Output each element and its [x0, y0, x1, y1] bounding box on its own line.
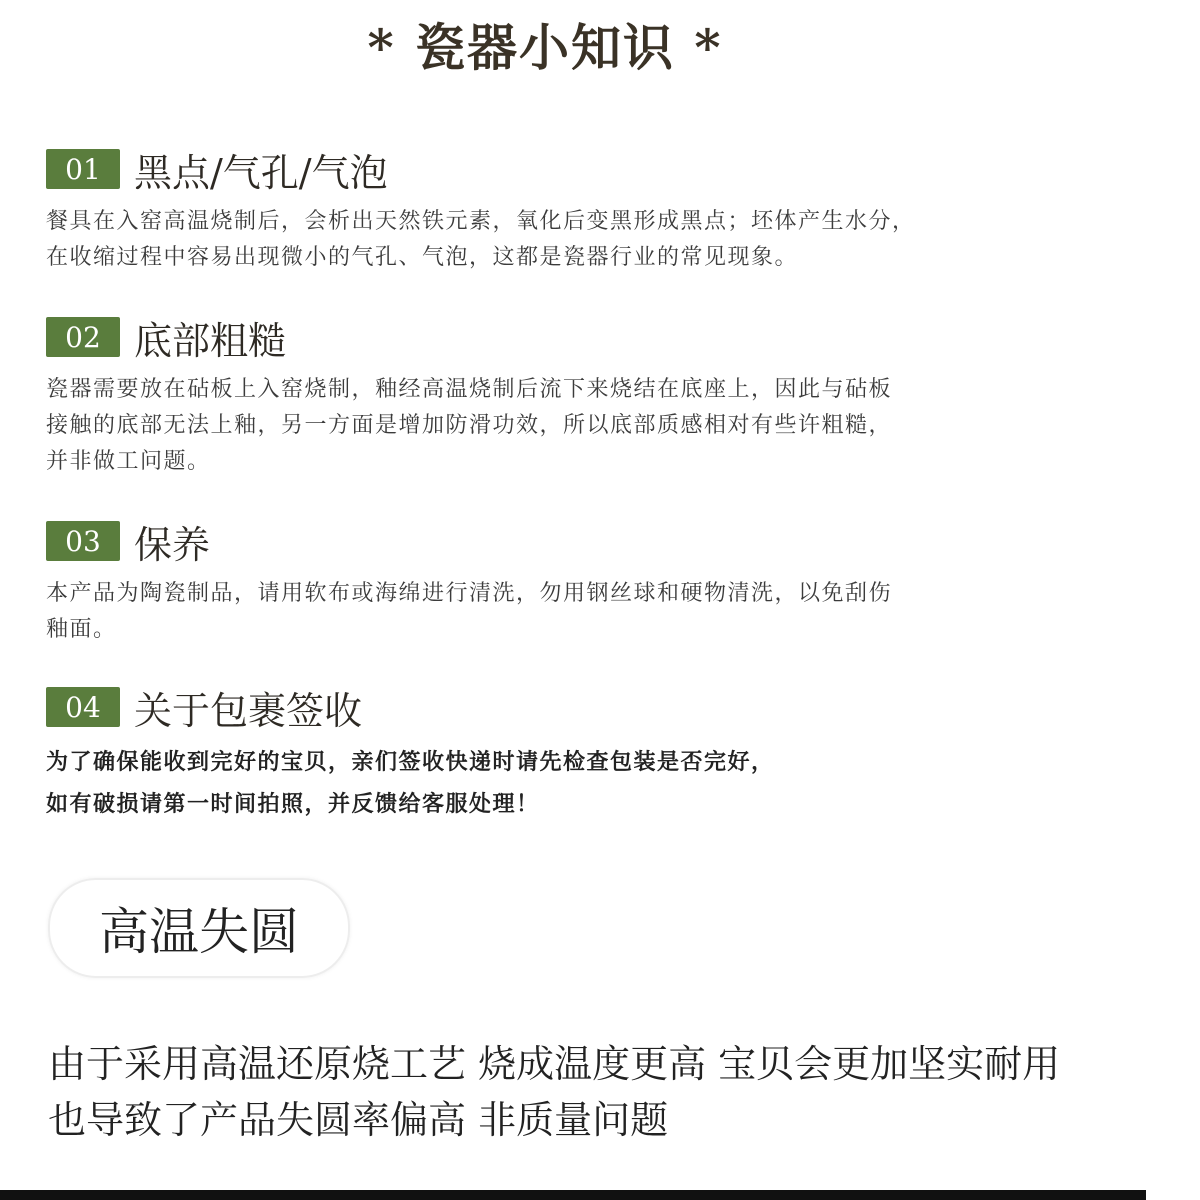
section-number-badge: 03: [46, 521, 120, 561]
body-line: 并非做工问题。: [46, 449, 211, 474]
body-line: 釉面。: [46, 617, 117, 642]
page-title: * 瓷器小知识 *: [367, 18, 723, 77]
body-line: 本产品为陶瓷制品，请用软布或海绵进行清洗，勿用钢丝球和硬物清洗，以免刮伤: [46, 581, 893, 606]
section-black-spots: [46, 142, 1086, 276]
section-maintenance: [46, 514, 1086, 648]
note-line: 由于采用高温还原烧工艺 烧成温度更高 宝贝会更加坚实耐用: [48, 1042, 1061, 1086]
section-number-badge: 01: [46, 149, 120, 189]
body-line: 餐具在入窑高温烧制后，会析出天然铁元素，氧化后变黑形成黑点；坯体产生水分，: [46, 209, 916, 234]
section-number-badge: 04: [46, 687, 120, 727]
section-rough-bottom: [46, 310, 1086, 480]
section-body: [46, 742, 1086, 826]
bottom-divider: [0, 1190, 1146, 1200]
section-body: [46, 204, 1086, 276]
section-number-badge: 02: [46, 317, 120, 357]
body-line: 在收缩过程中容易出现微小的气孔、气泡，这都是瓷器行业的常见现象。: [46, 245, 799, 270]
section-header: [46, 514, 1086, 568]
body-line: 接触的底部无法上釉，另一方面是增加防滑功效，所以底部质感相对有些许粗糙，: [46, 413, 893, 438]
section-header: [46, 680, 1086, 734]
section-title: 关于包裹签收: [134, 688, 363, 733]
body-line: 如有破损请第一时间拍照，并反馈给客服处理！: [46, 792, 540, 817]
section-body: [46, 576, 1086, 648]
body-line: 瓷器需要放在砧板上入窑烧制，釉经高温烧制后流下来烧结在底座上，因此与砧板: [46, 377, 893, 402]
section-title: 底部粗糙: [134, 318, 287, 363]
section-body: [46, 372, 1086, 480]
deformation-note: [48, 1036, 1148, 1148]
high-temp-deformation-badge: 高温失圆: [48, 878, 350, 978]
section-title: 黑点/气孔/气泡: [134, 150, 388, 195]
section-package-receipt: [46, 680, 1086, 826]
section-title: 保养: [134, 522, 211, 567]
note-line: 也导致了产品失圆率偏高 非质量问题: [48, 1098, 669, 1142]
body-line: 为了确保能收到完好的宝贝，亲们签收快递时请先检查包装是否完好，: [46, 750, 775, 775]
section-header: [46, 142, 1086, 196]
section-header: [46, 310, 1086, 364]
